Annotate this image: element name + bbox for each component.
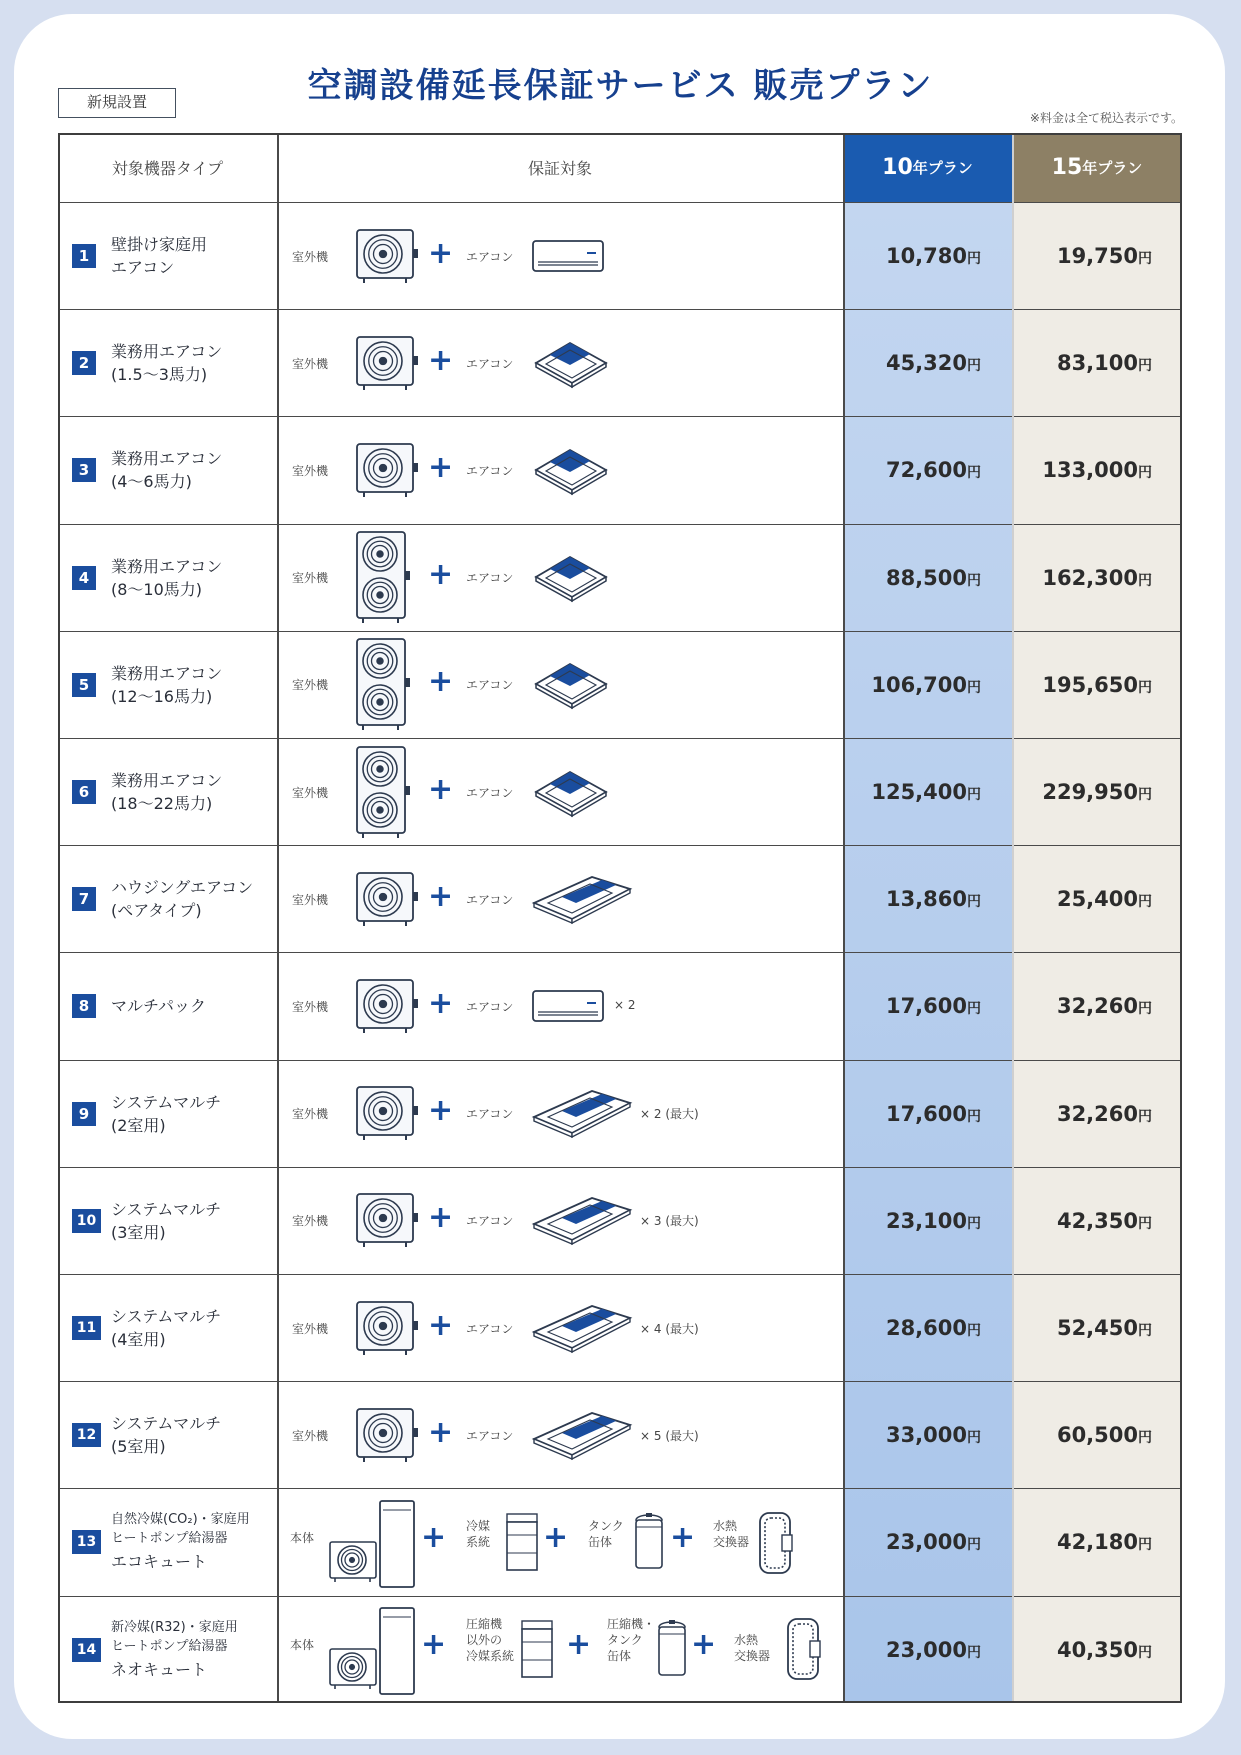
hx-label-line2: 交換器 <box>734 1649 771 1664</box>
row-number: 2 <box>72 351 96 375</box>
outdoor-unit-label: 室外機 <box>292 1107 329 1122</box>
yen-unit: 円 <box>967 251 981 268</box>
plus-icon: + <box>428 235 454 271</box>
page-title: 空調設備延長保証サービス 販売プラン <box>307 66 934 106</box>
outdoor-unit-label: 室外機 <box>292 1321 329 1336</box>
aircon-label: エアコン <box>466 999 514 1014</box>
outdoor-unit-label: 室外機 <box>292 249 329 264</box>
price-10-value: 45,320 <box>885 351 967 376</box>
yen-unit: 円 <box>967 1537 981 1554</box>
yen-unit: 円 <box>967 572 981 589</box>
plus-icon: + <box>543 1519 569 1555</box>
row-number: 12 <box>72 1423 101 1447</box>
plus-icon: + <box>421 1627 447 1663</box>
plus-icon: + <box>428 1307 454 1343</box>
plus-icon: + <box>428 985 454 1021</box>
plan15-years: 15 <box>1051 155 1083 180</box>
header-type: 対象機器タイプ <box>111 159 224 178</box>
aircon-label: エアコン <box>466 1214 514 1229</box>
device-type-line1: システムマルチ <box>111 1307 222 1327</box>
row-number: 3 <box>72 458 96 482</box>
device-type-line2: (5室用) <box>111 1437 166 1457</box>
plan10-unit: 年プラン <box>912 159 973 177</box>
aircon-label: エアコン <box>466 785 514 800</box>
price-10-value: 13,860 <box>885 887 967 912</box>
tax-note: ※料金は全て税込表示です。 <box>1029 111 1183 125</box>
yen-unit: 円 <box>967 679 981 696</box>
aircon-label: エアコン <box>466 571 514 586</box>
row-number: 5 <box>72 673 96 697</box>
aircon-label: エアコン <box>466 1428 514 1443</box>
ct-label-line1: 圧縮機・ <box>607 1617 656 1632</box>
device-type-line2: (2室用) <box>111 1115 166 1135</box>
device-type-line1: 壁掛け家庭用 <box>111 235 208 255</box>
device-type-line2: (ペアタイプ) <box>111 901 202 921</box>
yen-unit: 円 <box>1138 1215 1152 1232</box>
price-10-value: 28,600 <box>885 1316 967 1341</box>
row-number: 13 <box>72 1530 101 1554</box>
plus-icon: + <box>428 1093 454 1129</box>
refrigerant-label-line1: 冷媒 <box>466 1518 491 1533</box>
yen-unit: 円 <box>967 358 981 375</box>
outdoor-unit-label: 室外機 <box>292 1428 329 1443</box>
new-install-badge: 新規設置 <box>58 88 176 118</box>
yen-unit: 円 <box>1138 1323 1152 1340</box>
outdoor-unit-label: 室外機 <box>292 1214 329 1229</box>
device-type-line1: 業務用エアコン <box>111 663 223 683</box>
device-type-line2: (8〜10馬力) <box>111 579 203 599</box>
price-15-value: 25,400 <box>1056 887 1138 912</box>
device-type-line1: 新冷媒(R32)・家庭用 <box>111 1619 238 1635</box>
yen-unit: 円 <box>967 1430 981 1447</box>
yen-unit: 円 <box>1138 572 1152 589</box>
plus-icon: + <box>428 1200 454 1236</box>
plus-icon: + <box>428 449 454 485</box>
body-label: 本体 <box>290 1638 315 1653</box>
quantity-multiplier: × 5 (最大) <box>640 1428 699 1443</box>
row-number: 8 <box>72 994 96 1018</box>
price-10-value: 17,600 <box>885 994 967 1019</box>
price-15-value: 60,500 <box>1056 1423 1138 1448</box>
device-type-line1: ハウジングエアコン <box>111 878 254 898</box>
device-type-line1: マルチパック <box>111 996 207 1016</box>
outdoor-unit-label: 室外機 <box>292 463 329 478</box>
row-number: 11 <box>72 1316 101 1340</box>
device-type-line2: (3室用) <box>111 1222 166 1242</box>
aircon-label: エアコン <box>466 892 514 907</box>
yen-unit: 円 <box>967 1215 981 1232</box>
body-label: 本体 <box>290 1530 315 1545</box>
row-number: 10 <box>72 1209 101 1233</box>
yen-unit: 円 <box>967 465 981 482</box>
plus-icon: + <box>428 664 454 700</box>
plus-icon: + <box>428 1414 454 1450</box>
plus-icon: + <box>428 557 454 593</box>
ct-label-line2: タンク <box>607 1633 643 1648</box>
refrigerant-label-line2: 系統 <box>466 1534 491 1549</box>
plus-icon: + <box>428 771 454 807</box>
aircon-label: エアコン <box>466 463 514 478</box>
device-type-line3: エコキュート <box>111 1552 208 1572</box>
yen-unit: 円 <box>967 787 981 804</box>
price-10-value: 88,500 <box>885 565 967 590</box>
row-number: 7 <box>72 887 96 911</box>
plus-icon: + <box>428 342 454 378</box>
quantity-multiplier: × 2 (最大) <box>640 1107 699 1122</box>
yen-unit: 円 <box>1138 1537 1152 1554</box>
price-10-value: 106,700 <box>871 672 967 697</box>
price-10-value: 23,000 <box>885 1530 967 1555</box>
tank-label-line1: タンク <box>588 1518 624 1533</box>
device-type-line2: (4〜6馬力) <box>111 472 192 492</box>
plan10-years: 10 <box>882 155 913 180</box>
hx-label-line1: 水熱 <box>713 1518 738 1533</box>
price-15-value: 229,950 <box>1042 780 1138 805</box>
price-10-value: 17,600 <box>885 1101 967 1126</box>
yen-unit: 円 <box>1138 1644 1152 1661</box>
device-type-line2: ヒートポンプ給湯器 <box>111 1531 228 1547</box>
price-15-value: 19,750 <box>1056 244 1138 269</box>
device-type-line1: 業務用エアコン <box>111 449 223 469</box>
price-15-value: 133,000 <box>1042 458 1138 483</box>
device-type-line2: エアコン <box>111 258 175 278</box>
price-15-value: 83,100 <box>1056 351 1138 376</box>
yen-unit: 円 <box>1138 465 1152 482</box>
price-15-value: 42,180 <box>1056 1530 1138 1555</box>
quantity-multiplier: × 4 (最大) <box>640 1321 699 1336</box>
price-15-value: 162,300 <box>1042 565 1138 590</box>
row-number: 6 <box>72 780 96 804</box>
outdoor-unit-label: 室外機 <box>292 892 329 907</box>
row-number: 9 <box>72 1102 96 1126</box>
hx-label-line1: 水熱 <box>734 1633 759 1648</box>
price-15-value: 52,450 <box>1056 1316 1138 1341</box>
device-type-line3: ネオキュート <box>111 1659 208 1679</box>
device-type-line2: (18〜22馬力) <box>111 794 213 814</box>
plus-icon: + <box>691 1627 717 1663</box>
device-type-line1: 自然冷媒(CO₂)・家庭用 <box>111 1512 250 1528</box>
price-15-value: 32,260 <box>1056 994 1138 1019</box>
price-10-value: 125,400 <box>871 780 967 805</box>
header-target: 保証対象 <box>527 159 592 178</box>
device-type-line2: ヒートポンプ給湯器 <box>111 1638 228 1654</box>
price-15-value: 32,260 <box>1056 1101 1138 1126</box>
comp-label-line2: 以外の <box>466 1633 503 1648</box>
price-10-value: 33,000 <box>885 1423 967 1448</box>
outdoor-unit-label: 室外機 <box>292 785 329 800</box>
device-type-line2: (1.5〜3馬力) <box>111 365 208 385</box>
price-15-value: 40,350 <box>1056 1637 1138 1662</box>
price-15-value: 195,650 <box>1042 672 1138 697</box>
device-type-line1: 業務用エアコン <box>111 342 223 362</box>
device-type-line1: 業務用エアコン <box>111 556 223 576</box>
plus-icon: + <box>566 1627 592 1663</box>
comp-label-line3: 冷媒系統 <box>466 1649 515 1664</box>
aircon-label: エアコン <box>466 1321 514 1336</box>
yen-unit: 円 <box>1138 1108 1152 1125</box>
row-number: 4 <box>72 566 96 590</box>
aircon-label: エアコン <box>466 249 514 264</box>
yen-unit: 円 <box>967 1644 981 1661</box>
quantity-multiplier: × 2 <box>614 997 636 1012</box>
aircon-label: エアコン <box>466 356 514 371</box>
outdoor-unit-label: 室外機 <box>292 356 329 371</box>
yen-unit: 円 <box>967 894 981 911</box>
device-type-line1: 業務用エアコン <box>111 771 223 791</box>
device-type-line1: システムマルチ <box>111 1414 222 1434</box>
plan-table <box>58 133 1182 1703</box>
device-type-line1: システムマルチ <box>111 1199 222 1219</box>
yen-unit: 円 <box>967 1108 981 1125</box>
device-type-line2: (4室用) <box>111 1330 166 1350</box>
yen-unit: 円 <box>967 1001 981 1018</box>
price-10-value: 23,100 <box>885 1208 967 1233</box>
yen-unit: 円 <box>1138 787 1152 804</box>
plan15-unit: 年プラン <box>1082 159 1143 177</box>
device-type-line2: (12〜16馬力) <box>111 686 213 706</box>
yen-unit: 円 <box>1138 679 1152 696</box>
yen-unit: 円 <box>967 1323 981 1340</box>
yen-unit: 円 <box>1138 1001 1152 1018</box>
outdoor-unit-label: 室外機 <box>292 678 329 693</box>
yen-unit: 円 <box>1138 251 1152 268</box>
aircon-label: エアコン <box>466 678 514 693</box>
table-frame <box>58 133 1182 1703</box>
price-15-value: 42,350 <box>1056 1208 1138 1233</box>
outdoor-unit-label: 室外機 <box>292 571 329 586</box>
quantity-multiplier: × 3 (最大) <box>640 1214 699 1229</box>
plus-icon: + <box>670 1519 696 1555</box>
price-10-value: 72,600 <box>885 458 967 483</box>
outdoor-unit-label: 室外機 <box>292 999 329 1014</box>
tank-label-line2: 缶体 <box>588 1534 613 1549</box>
yen-unit: 円 <box>1138 1430 1152 1447</box>
plus-icon: + <box>428 878 454 914</box>
price-10-value: 10,780 <box>885 244 967 269</box>
comp-label-line1: 圧縮機 <box>466 1617 503 1632</box>
device-type-line1: システムマルチ <box>111 1092 222 1112</box>
row-number: 1 <box>72 244 96 268</box>
ct-label-line3: 缶体 <box>607 1649 632 1664</box>
aircon-label: エアコン <box>466 1107 514 1122</box>
yen-unit: 円 <box>1138 358 1152 375</box>
row-number: 14 <box>72 1638 101 1662</box>
price-10-value: 23,000 <box>885 1637 967 1662</box>
hx-label-line2: 交換器 <box>713 1534 750 1549</box>
yen-unit: 円 <box>1138 894 1152 911</box>
plus-icon: + <box>421 1519 447 1555</box>
